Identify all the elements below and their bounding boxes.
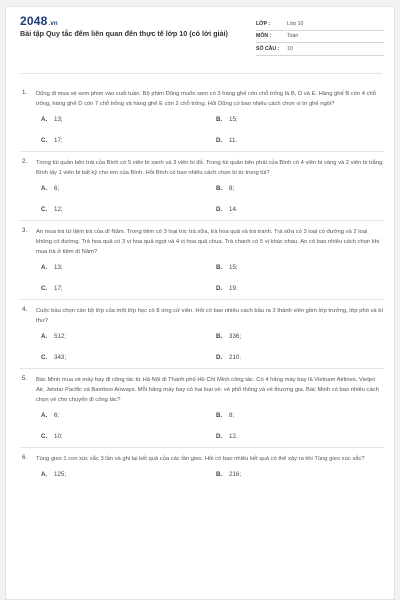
option-c[interactable] xyxy=(41,130,216,151)
option-letter: D. xyxy=(216,206,223,213)
option-letter: B. xyxy=(216,185,223,192)
option-text: 125; xyxy=(54,471,67,478)
option-text: 15; xyxy=(229,116,238,123)
question-list xyxy=(6,83,395,485)
option-b[interactable] xyxy=(216,326,391,347)
meta-label: MÔN : xyxy=(256,33,272,40)
option-letter: A. xyxy=(41,471,48,478)
worksheet-meta xyxy=(256,18,384,56)
option-b[interactable] xyxy=(216,405,391,426)
option-text: 8; xyxy=(229,185,235,192)
meta-row-class xyxy=(256,18,384,31)
option-a[interactable] xyxy=(41,178,216,199)
question-text: Trong túi quần bên trái của Bình có 5 viên bi xanh và 3 viên bi đỏ. Trong túi quần bên phải của Bình có 4 viên bi vàng và 2 viên bi trắng. Bình lấy 1 viên bi bất kỳ cho em của Bình. Hỏi Bình có bao nhiêu cách chọn bi từ trong túi? xyxy=(36,160,384,176)
option-c[interactable] xyxy=(41,199,216,220)
option-text: 14. xyxy=(229,206,238,213)
option-text: 512; xyxy=(54,333,67,340)
option-letter: B. xyxy=(216,333,223,340)
option-text: 336; xyxy=(229,333,242,340)
question-3 xyxy=(20,221,384,300)
worksheet-header xyxy=(6,7,394,65)
question-number: 4. xyxy=(22,306,28,313)
option-letter: D. xyxy=(216,354,223,361)
question-number: 1. xyxy=(22,89,28,96)
question-number: 3. xyxy=(22,227,28,234)
meta-label: SỐ CÂU : xyxy=(256,45,280,52)
option-a[interactable] xyxy=(41,464,216,485)
option-text: 17; xyxy=(54,285,63,292)
option-text: 6; xyxy=(54,185,60,192)
worksheet-page xyxy=(5,6,395,600)
option-b[interactable] xyxy=(216,178,391,199)
option-text: 13; xyxy=(54,116,63,123)
option-letter: B. xyxy=(216,116,223,123)
option-text: 15; xyxy=(229,264,238,271)
option-a[interactable] xyxy=(41,326,216,347)
header-divider xyxy=(20,73,382,74)
logo-text: 2048 xyxy=(20,14,48,28)
meta-value: Toán xyxy=(287,33,299,40)
question-text: Tùng gieo 1 con xúc xắc 3 lần và ghi lại kết quả của các lần gieo. Hỏi có bao nhiêu kết quả có thể xảy ra khi Tùng gieo xúc xắc? xyxy=(36,456,365,462)
option-a[interactable] xyxy=(41,257,216,278)
option-a[interactable] xyxy=(41,405,216,426)
option-letter: C. xyxy=(41,433,48,440)
answer-options xyxy=(41,464,384,485)
question-5 xyxy=(20,369,384,448)
option-c[interactable] xyxy=(41,278,216,299)
option-d[interactable] xyxy=(216,278,391,299)
option-letter: A. xyxy=(41,185,48,192)
meta-value: 10 xyxy=(287,45,293,52)
option-b[interactable] xyxy=(216,109,391,130)
question-text: Cuộc bầu chọn cán bộ lớp của một lớp học có 8 ứng cử viên. Hỏi có bao nhiêu cách bầu ra 3 thành viên gồm lớp trưởng, lớp phó và bí thư? xyxy=(36,308,384,324)
option-text: 216; xyxy=(229,471,242,478)
option-text: 19. xyxy=(229,285,238,292)
question-text: Bác Minh mua vé máy bay đi công tác từ Hà Nội đi Thành phố Hồ Chí Minh công tác. Có 4 hãng máy bay là Vietnam Airlines, Vietjet Air, Jetstar Pacific và Bamboo Airways. Mỗi hãng máy bay có hai loại vé: vé phổ thông và vé thương gia. Bác Minh có bao nhiêu cách chọn vé cho chuyến đi công tác? xyxy=(36,377,379,403)
option-text: 343; xyxy=(54,354,67,361)
logo-suffix: .vn xyxy=(48,21,58,27)
option-letter: C. xyxy=(41,206,48,213)
option-text: 10; xyxy=(54,433,63,440)
answer-options xyxy=(41,257,384,299)
option-text: 12; xyxy=(54,206,63,213)
option-b[interactable] xyxy=(216,464,391,485)
option-letter: D. xyxy=(216,285,223,292)
option-text: 210. xyxy=(229,354,242,361)
option-text: 11. xyxy=(229,137,238,144)
option-c[interactable] xyxy=(41,426,216,447)
option-text: 12. xyxy=(229,433,238,440)
option-d[interactable] xyxy=(216,347,391,368)
option-letter: A. xyxy=(41,333,48,340)
meta-row-count xyxy=(256,43,384,56)
option-letter: A. xyxy=(41,116,48,123)
option-d[interactable] xyxy=(216,199,391,220)
meta-label: LỚP : xyxy=(256,20,271,27)
option-c[interactable] xyxy=(41,347,216,368)
meta-value: Lớp 10 xyxy=(287,20,304,27)
meta-row-subject xyxy=(256,31,384,44)
option-letter: B. xyxy=(216,264,223,271)
option-d[interactable] xyxy=(216,426,391,447)
option-letter: C. xyxy=(41,354,48,361)
option-letter: C. xyxy=(41,285,48,292)
question-2 xyxy=(20,152,384,221)
answer-options xyxy=(41,178,384,220)
question-number: 2. xyxy=(22,158,28,165)
answer-options xyxy=(41,405,384,447)
question-6 xyxy=(20,448,384,485)
answer-options xyxy=(41,326,384,368)
option-letter: B. xyxy=(216,412,223,419)
option-text: 17; xyxy=(54,137,63,144)
question-4 xyxy=(20,300,384,369)
page-title: Bài tập Quy tắc đếm liên quan đến thực tế lớp 10 (có lời giải) xyxy=(20,29,228,38)
option-text: 6; xyxy=(54,412,60,419)
option-text: 13; xyxy=(54,264,63,271)
option-letter: C. xyxy=(41,137,48,144)
option-b[interactable] xyxy=(216,257,391,278)
question-number: 5. xyxy=(22,375,28,382)
option-letter: A. xyxy=(41,264,48,271)
answer-options xyxy=(41,109,384,151)
site-logo[interactable] xyxy=(20,14,58,28)
question-text: An mua trà từ tiệm trà của dì Năm. Trong tiệm có 3 loại trà: trà sữa, trà hoa quả và trà tranh. Trà sữa có 3 loại có đường và 2 loại không có đường. Trà hoa quả có 3 vị hoa quả ngọt và 4 vị hoa quả chua. Trà chanh có 5 vị khác nhau. An có bao nhiêu cách chọn khi mua trà ở tiệm dì Năm? xyxy=(36,229,380,255)
option-text: 8; xyxy=(229,412,235,419)
option-letter: B. xyxy=(216,471,223,478)
option-letter: A. xyxy=(41,412,48,419)
option-letter: D. xyxy=(216,433,223,440)
question-1 xyxy=(20,83,384,152)
option-letter: D. xyxy=(216,137,223,144)
option-d[interactable] xyxy=(216,130,391,151)
question-number: 6. xyxy=(22,454,28,461)
option-a[interactable] xyxy=(41,109,216,130)
question-text: Dũng đi mua vé xem phim vào cuối tuần. Bộ phim Dũng muốn xem có 3 hàng ghế còn chỗ trống là B, D và E. Hàng ghế B còn 4 chỗ trống, hàng ghế D còn 7 chỗ trống và hàng ghế E còn 2 chỗ trống. Hỏi Dũng có bao nhiêu cách chọn vị trí ghế ngồi? xyxy=(36,91,376,107)
